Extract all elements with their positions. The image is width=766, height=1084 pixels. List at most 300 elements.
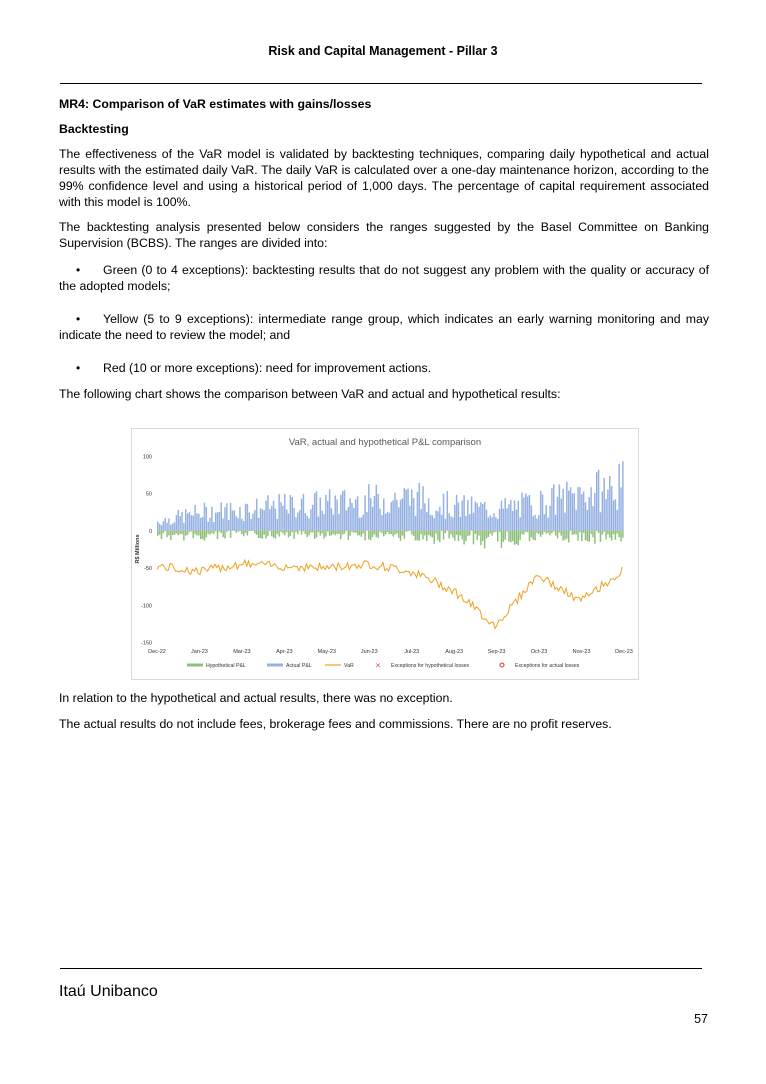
hypothetical-pl-bar bbox=[396, 530, 397, 533]
legend-exception-x-icon: × bbox=[375, 661, 381, 670]
actual-pl-bar bbox=[605, 499, 606, 530]
actual-pl-bar bbox=[452, 517, 453, 530]
hypothetical-pl-bar bbox=[503, 530, 504, 541]
actual-pl-bar bbox=[607, 489, 608, 530]
hypothetical-pl-bar bbox=[577, 530, 578, 540]
hypothetical-pl-bar bbox=[529, 530, 530, 541]
actual-pl-bar bbox=[460, 517, 461, 531]
actual-pl-bar bbox=[196, 513, 197, 530]
hypothetical-pl-bar bbox=[602, 530, 603, 534]
hypothetical-pl-bar bbox=[598, 530, 599, 533]
hypothetical-pl-bar bbox=[469, 530, 470, 535]
actual-pl-bar bbox=[312, 505, 313, 531]
hypothetical-pl-bar bbox=[585, 530, 586, 540]
hypothetical-pl-bar bbox=[605, 530, 606, 539]
hypothetical-pl-bar bbox=[194, 530, 195, 534]
actual-pl-bar bbox=[409, 506, 410, 531]
x-tick-label: Dec-22 bbox=[148, 649, 166, 655]
actual-pl-bar bbox=[598, 470, 599, 531]
actual-pl-bar bbox=[433, 518, 434, 530]
actual-pl-bar bbox=[432, 515, 433, 530]
actual-pl-bar bbox=[368, 484, 369, 530]
actual-pl-bar bbox=[348, 507, 349, 530]
actual-pl-bar bbox=[585, 502, 586, 530]
actual-pl-bar bbox=[185, 509, 186, 530]
hypothetical-pl-bar bbox=[476, 530, 477, 540]
hypothetical-pl-bar bbox=[288, 530, 289, 537]
hypothetical-pl-bar bbox=[400, 530, 401, 540]
hypothetical-pl-bar bbox=[504, 530, 505, 539]
var-line bbox=[157, 560, 622, 628]
hypothetical-pl-bar bbox=[334, 530, 335, 535]
hypothetical-pl-bar bbox=[349, 530, 350, 535]
hypothetical-pl-bar bbox=[200, 530, 201, 539]
actual-pl-bar bbox=[506, 508, 507, 530]
hypothetical-pl-bar bbox=[243, 530, 244, 536]
actual-pl-bar bbox=[353, 508, 354, 531]
actual-pl-bar bbox=[219, 512, 220, 531]
actual-pl-bar bbox=[544, 514, 545, 530]
hypothetical-pl-bar bbox=[192, 530, 193, 538]
actual-pl-bar bbox=[469, 514, 470, 530]
actual-pl-bar bbox=[560, 498, 561, 530]
actual-pl-bar bbox=[207, 522, 208, 531]
hypothetical-pl-bar bbox=[320, 530, 321, 535]
hypothetical-pl-bar bbox=[344, 530, 345, 533]
actual-pl-bar bbox=[206, 507, 207, 530]
hypothetical-pl-bar bbox=[316, 530, 317, 537]
hypothetical-pl-bar bbox=[439, 530, 440, 542]
actual-pl-bar bbox=[187, 513, 188, 530]
actual-pl-bar bbox=[503, 509, 504, 531]
actual-pl-bar bbox=[172, 523, 173, 530]
actual-pl-bar bbox=[546, 505, 547, 530]
actual-pl-bar bbox=[344, 490, 345, 530]
actual-pl-bar bbox=[572, 493, 573, 530]
actual-pl-bar bbox=[510, 500, 511, 530]
hypothetical-pl-bar bbox=[508, 530, 509, 541]
hypothetical-pl-bar bbox=[235, 530, 236, 532]
footer-rule bbox=[60, 968, 702, 969]
actual-pl-bar bbox=[189, 512, 190, 530]
hypothetical-pl-bar bbox=[497, 530, 498, 541]
hypothetical-pl-bar bbox=[484, 530, 485, 548]
actual-pl-bar bbox=[467, 500, 468, 530]
chart-svg bbox=[132, 429, 638, 679]
actual-pl-bar bbox=[400, 500, 401, 531]
actual-pl-bar bbox=[439, 507, 440, 531]
actual-pl-bar bbox=[161, 525, 162, 530]
hypothetical-pl-bar bbox=[581, 530, 582, 541]
hypothetical-pl-bar bbox=[258, 530, 259, 538]
hypothetical-pl-bar bbox=[540, 530, 541, 536]
footer-brand: Itaú Unibanco bbox=[59, 983, 158, 1000]
actual-pl-bar bbox=[349, 498, 350, 530]
actual-pl-bar bbox=[331, 508, 332, 530]
hypothetical-pl-bar bbox=[516, 530, 517, 544]
actual-pl-bar bbox=[471, 496, 472, 530]
hypothetical-pl-bar bbox=[202, 530, 203, 539]
actual-pl-bar bbox=[224, 507, 225, 530]
actual-pl-bar bbox=[396, 500, 397, 530]
hypothetical-pl-bar bbox=[230, 530, 231, 537]
actual-pl-bar bbox=[615, 499, 616, 530]
actual-pl-bar bbox=[260, 508, 261, 530]
hypothetical-pl-bar bbox=[329, 530, 330, 535]
hypothetical-pl-bar bbox=[312, 530, 313, 532]
actual-pl-bar bbox=[538, 515, 539, 530]
actual-pl-bar bbox=[476, 503, 477, 530]
hypothetical-pl-bar bbox=[301, 530, 302, 534]
actual-pl-bar bbox=[542, 495, 543, 531]
hypothetical-pl-bar bbox=[562, 530, 563, 540]
hypothetical-pl-bar bbox=[488, 530, 489, 537]
actual-pl-bar bbox=[372, 507, 373, 531]
actual-pl-bar bbox=[398, 507, 399, 530]
hypothetical-pl-bar bbox=[174, 530, 175, 534]
hypothetical-pl-bar bbox=[521, 530, 522, 534]
hypothetical-pl-bar bbox=[572, 530, 573, 534]
hypothetical-pl-bar bbox=[461, 530, 462, 539]
actual-pl-bar bbox=[525, 494, 526, 531]
hypothetical-pl-bar bbox=[568, 530, 569, 542]
bullet-text: Red (10 or more exceptions): need for improvement actions. bbox=[103, 361, 432, 375]
hypothetical-pl-bar bbox=[523, 530, 524, 534]
hypothetical-pl-bar bbox=[560, 530, 561, 535]
actual-pl-bar bbox=[239, 507, 240, 531]
hypothetical-pl-bar bbox=[179, 530, 180, 534]
actual-pl-bar bbox=[488, 517, 489, 530]
paragraph-2: The backtesting analysis presented below considers the ranges suggested by the Basel Committee on Banking Supervision (BCBS). The ranges are divided into: bbox=[59, 220, 709, 250]
actual-pl-bar bbox=[183, 523, 184, 531]
hypothetical-pl-bar bbox=[245, 530, 246, 533]
hypothetical-pl-bar bbox=[478, 530, 479, 535]
hypothetical-pl-bar bbox=[362, 530, 363, 533]
hypothetical-pl-bar bbox=[519, 530, 520, 540]
hypothetical-pl-bar bbox=[392, 530, 393, 536]
hypothetical-pl-bar bbox=[590, 530, 591, 534]
actual-pl-bar bbox=[325, 495, 326, 530]
actual-pl-bar bbox=[176, 515, 177, 530]
hypothetical-pl-bar bbox=[538, 530, 539, 534]
hypothetical-pl-bar bbox=[490, 530, 491, 533]
actual-pl-bar bbox=[441, 515, 442, 530]
hypothetical-pl-bar bbox=[383, 530, 384, 536]
hypothetical-pl-bar bbox=[420, 530, 421, 534]
actual-pl-bar bbox=[463, 495, 464, 530]
hypothetical-pl-bar bbox=[607, 530, 608, 534]
hypothetical-pl-bar bbox=[465, 530, 466, 541]
actual-pl-bar bbox=[417, 492, 418, 531]
hypothetical-pl-bar bbox=[381, 530, 382, 533]
actual-pl-bar bbox=[553, 484, 554, 530]
bullet-icon: • bbox=[76, 263, 81, 277]
legend-exception-circle-icon bbox=[500, 663, 504, 667]
actual-pl-bar bbox=[435, 511, 436, 531]
actual-pl-bar bbox=[516, 509, 517, 530]
header-rule bbox=[60, 83, 702, 84]
hypothetical-pl-bar bbox=[222, 530, 223, 537]
actual-pl-bar bbox=[245, 504, 246, 531]
hypothetical-pl-bar bbox=[284, 530, 285, 535]
x-tick-label: Nov-23 bbox=[572, 649, 591, 655]
actual-pl-bar bbox=[473, 513, 474, 531]
hypothetical-pl-bar bbox=[430, 530, 431, 536]
hypothetical-pl-bar bbox=[157, 530, 158, 535]
actual-pl-bar bbox=[618, 464, 619, 531]
actual-pl-bar bbox=[428, 498, 429, 530]
actual-pl-bar bbox=[461, 500, 462, 530]
actual-pl-bar bbox=[622, 461, 623, 530]
legend-label: VaR bbox=[344, 663, 354, 669]
actual-pl-bar bbox=[529, 495, 530, 530]
actual-pl-bar bbox=[164, 518, 165, 530]
hypothetical-pl-bar bbox=[574, 530, 575, 534]
hypothetical-pl-bar bbox=[364, 530, 365, 540]
actual-pl-bar bbox=[523, 498, 524, 531]
actual-pl-bar bbox=[221, 502, 222, 530]
actual-pl-bar bbox=[490, 515, 491, 530]
hypothetical-pl-bar bbox=[549, 530, 550, 535]
hypothetical-pl-bar bbox=[620, 530, 621, 541]
hypothetical-pl-bar bbox=[159, 530, 160, 534]
actual-pl-bar bbox=[194, 505, 195, 530]
hypothetical-pl-bar bbox=[542, 530, 543, 534]
actual-pl-bar bbox=[583, 491, 584, 530]
hypothetical-pl-bar bbox=[454, 530, 455, 540]
actual-pl-bar bbox=[596, 472, 597, 530]
actual-pl-bar bbox=[362, 515, 363, 531]
actual-pl-bar bbox=[241, 519, 242, 531]
actual-pl-bar bbox=[575, 510, 576, 531]
actual-pl-bar bbox=[269, 509, 270, 530]
hypothetical-pl-bar bbox=[211, 530, 212, 533]
y-tick-label: 100 bbox=[142, 454, 152, 461]
y-tick-label: -100 bbox=[140, 603, 152, 610]
hypothetical-pl-bar bbox=[546, 530, 547, 533]
main-content bbox=[59, 96, 709, 402]
actual-pl-bar bbox=[420, 509, 421, 530]
hypothetical-pl-bar bbox=[187, 530, 188, 534]
hypothetical-pl-bar bbox=[411, 530, 412, 534]
hypothetical-pl-bar bbox=[209, 530, 210, 534]
actual-pl-bar bbox=[458, 503, 459, 531]
x-tick-label: Jun-23 bbox=[360, 649, 378, 655]
actual-pl-bar bbox=[387, 512, 388, 531]
hypothetical-pl-bar bbox=[417, 530, 418, 540]
actual-pl-bar bbox=[243, 521, 244, 530]
actual-pl-bar bbox=[475, 502, 476, 531]
hypothetical-pl-bar bbox=[622, 530, 623, 537]
actual-pl-bar bbox=[316, 491, 317, 530]
hypothetical-pl-bar bbox=[310, 530, 311, 532]
hypothetical-pl-bar bbox=[575, 530, 576, 534]
hypothetical-pl-bar bbox=[389, 530, 390, 534]
actual-pl-bar bbox=[366, 512, 367, 531]
actual-pl-bar bbox=[379, 509, 380, 531]
actual-pl-bar bbox=[501, 501, 502, 531]
actual-pl-bar bbox=[486, 510, 487, 531]
hypothetical-pl-bar bbox=[467, 530, 468, 536]
y-tick-label: 50 bbox=[145, 491, 152, 498]
actual-pl-bar bbox=[499, 509, 500, 531]
actual-pl-bar bbox=[170, 525, 171, 531]
actual-pl-bar bbox=[355, 499, 356, 530]
actual-pl-bar bbox=[252, 514, 253, 531]
hypothetical-pl-bar bbox=[510, 530, 511, 542]
actual-pl-bar bbox=[191, 515, 192, 530]
hypothetical-pl-bar bbox=[493, 530, 494, 532]
actual-pl-bar bbox=[277, 519, 278, 531]
hypothetical-pl-bar bbox=[463, 530, 464, 544]
hypothetical-pl-bar bbox=[247, 530, 248, 535]
x-tick-label: Aug-23 bbox=[445, 649, 464, 655]
actual-pl-bar bbox=[263, 510, 264, 530]
hypothetical-pl-bar bbox=[611, 530, 612, 540]
hypothetical-pl-bar bbox=[450, 530, 451, 534]
actual-pl-bar bbox=[286, 509, 287, 530]
x-tick-label: Sep-23 bbox=[487, 649, 506, 655]
hypothetical-pl-bar bbox=[592, 530, 593, 537]
actual-pl-bar bbox=[215, 513, 216, 531]
actual-pl-bar bbox=[361, 518, 362, 531]
after-paragraph-1: In relation to the hypothetical and actual results, there was no exception. bbox=[59, 691, 453, 705]
hypothetical-pl-bar bbox=[501, 530, 502, 548]
actual-pl-bar bbox=[305, 513, 306, 530]
actual-pl-bar bbox=[600, 512, 601, 530]
x-tick-label: Jan-23 bbox=[191, 649, 208, 655]
hypothetical-pl-bar bbox=[551, 530, 552, 533]
hypothetical-pl-bar bbox=[338, 530, 339, 534]
actual-pl-bar bbox=[351, 503, 352, 530]
actual-pl-bar bbox=[273, 501, 274, 531]
actual-pl-bar bbox=[178, 510, 179, 531]
actual-pl-bar bbox=[262, 509, 263, 530]
actual-pl-bar bbox=[415, 516, 416, 531]
hypothetical-pl-bar bbox=[293, 530, 294, 538]
actual-pl-bar bbox=[426, 512, 427, 531]
actual-pl-bar bbox=[430, 515, 431, 531]
y-tick-label: -50 bbox=[144, 566, 152, 573]
hypothetical-pl-bar bbox=[424, 530, 425, 535]
actual-pl-bar bbox=[334, 496, 335, 531]
chart-title: VaR, actual and hypothetical P&L comparison bbox=[288, 437, 482, 448]
actual-pl-bar bbox=[592, 506, 593, 530]
hypothetical-pl-bar bbox=[368, 530, 369, 539]
hypothetical-pl-bar bbox=[224, 530, 225, 538]
actual-pl-bar bbox=[581, 494, 582, 530]
hypothetical-pl-bar bbox=[185, 530, 186, 535]
hypothetical-pl-bar bbox=[321, 530, 322, 533]
hypothetical-pl-bar bbox=[555, 530, 556, 535]
actual-pl-bar bbox=[250, 519, 251, 530]
hypothetical-pl-bar bbox=[305, 530, 306, 534]
actual-pl-bar bbox=[465, 516, 466, 531]
section-title: MR4: Comparison of VaR estimates with gains/losses bbox=[59, 97, 372, 111]
hypothetical-pl-bar bbox=[587, 530, 588, 541]
hypothetical-pl-bar bbox=[168, 530, 169, 535]
actual-pl-bar bbox=[551, 488, 552, 530]
actual-pl-bar bbox=[327, 501, 328, 530]
actual-pl-bar bbox=[590, 487, 591, 530]
actual-pl-bar bbox=[323, 514, 324, 530]
actual-pl-bar bbox=[568, 491, 569, 531]
actual-pl-bar bbox=[308, 518, 309, 530]
actual-pl-bar bbox=[392, 500, 393, 530]
hypothetical-pl-bar bbox=[445, 530, 446, 533]
actual-pl-bar bbox=[282, 506, 283, 530]
hypothetical-pl-bar bbox=[163, 530, 164, 533]
hypothetical-pl-bar bbox=[512, 530, 513, 541]
actual-pl-bar bbox=[284, 494, 285, 530]
actual-pl-bar bbox=[357, 496, 358, 530]
actual-pl-bar bbox=[540, 491, 541, 531]
chart-intro: The following chart shows the comparison between VaR and actual and hypothetical results: bbox=[59, 387, 561, 401]
actual-pl-bar bbox=[602, 491, 603, 530]
hypothetical-pl-bar bbox=[359, 530, 360, 535]
hypothetical-pl-bar bbox=[325, 530, 326, 536]
actual-pl-bar bbox=[422, 486, 423, 530]
actual-pl-bar bbox=[493, 513, 494, 530]
actual-pl-bar bbox=[198, 514, 199, 531]
hypothetical-pl-bar bbox=[277, 530, 278, 533]
actual-pl-bar bbox=[549, 506, 550, 531]
hypothetical-pl-bar bbox=[613, 530, 614, 534]
hypothetical-pl-bar bbox=[452, 530, 453, 537]
actual-pl-bar bbox=[564, 513, 565, 531]
hypothetical-pl-bar bbox=[547, 530, 548, 533]
hypothetical-pl-bar bbox=[480, 530, 481, 545]
hypothetical-pl-bar bbox=[391, 530, 392, 534]
hypothetical-pl-bar bbox=[559, 530, 560, 532]
actual-pl-bar bbox=[329, 489, 330, 530]
actual-pl-bar bbox=[232, 510, 233, 530]
actual-pl-bar bbox=[321, 511, 322, 531]
actual-pl-bar bbox=[370, 498, 371, 530]
bullet-red bbox=[59, 360, 709, 376]
actual-pl-bar bbox=[200, 518, 201, 531]
actual-pl-bar bbox=[405, 490, 406, 531]
actual-pl-bar bbox=[333, 515, 334, 531]
hypothetical-pl-bar bbox=[278, 530, 279, 536]
actual-pl-bar bbox=[534, 515, 535, 530]
hypothetical-pl-bar bbox=[340, 530, 341, 539]
hypothetical-pl-bar bbox=[221, 530, 222, 533]
actual-pl-bar bbox=[508, 504, 509, 530]
actual-pl-bar bbox=[609, 476, 610, 530]
actual-pl-bar bbox=[480, 502, 481, 530]
actual-pl-bar bbox=[611, 486, 612, 530]
actual-pl-bar bbox=[448, 513, 449, 530]
actual-pl-bar bbox=[495, 517, 496, 530]
hypothetical-pl-bar bbox=[207, 530, 208, 534]
actual-pl-bar bbox=[411, 489, 412, 530]
hypothetical-pl-bar bbox=[460, 530, 461, 535]
actual-pl-bar bbox=[519, 517, 520, 530]
hypothetical-pl-bar bbox=[271, 530, 272, 536]
actual-pl-bar bbox=[256, 499, 257, 531]
hypothetical-pl-bar bbox=[308, 530, 309, 535]
hypothetical-pl-bar bbox=[275, 530, 276, 538]
hypothetical-pl-bar bbox=[178, 530, 179, 535]
hypothetical-pl-bar bbox=[475, 530, 476, 534]
actual-pl-bar bbox=[280, 502, 281, 530]
hypothetical-pl-bar bbox=[181, 530, 182, 534]
hypothetical-pl-bar bbox=[361, 530, 362, 536]
paragraph-1: The effectiveness of the VaR model is validated by backtesting techniques, comparing daily hypothetical and actual results with the estimated daily VaR. The daily VaR is calculated over a one-day maintenance horizon, according to the 99% confidence level and using a historical period of 1,000 days. The percentage of capital requirement associated with this model is 100%. bbox=[59, 147, 709, 209]
actual-pl-bar bbox=[320, 497, 321, 530]
actual-pl-bar bbox=[577, 487, 578, 530]
